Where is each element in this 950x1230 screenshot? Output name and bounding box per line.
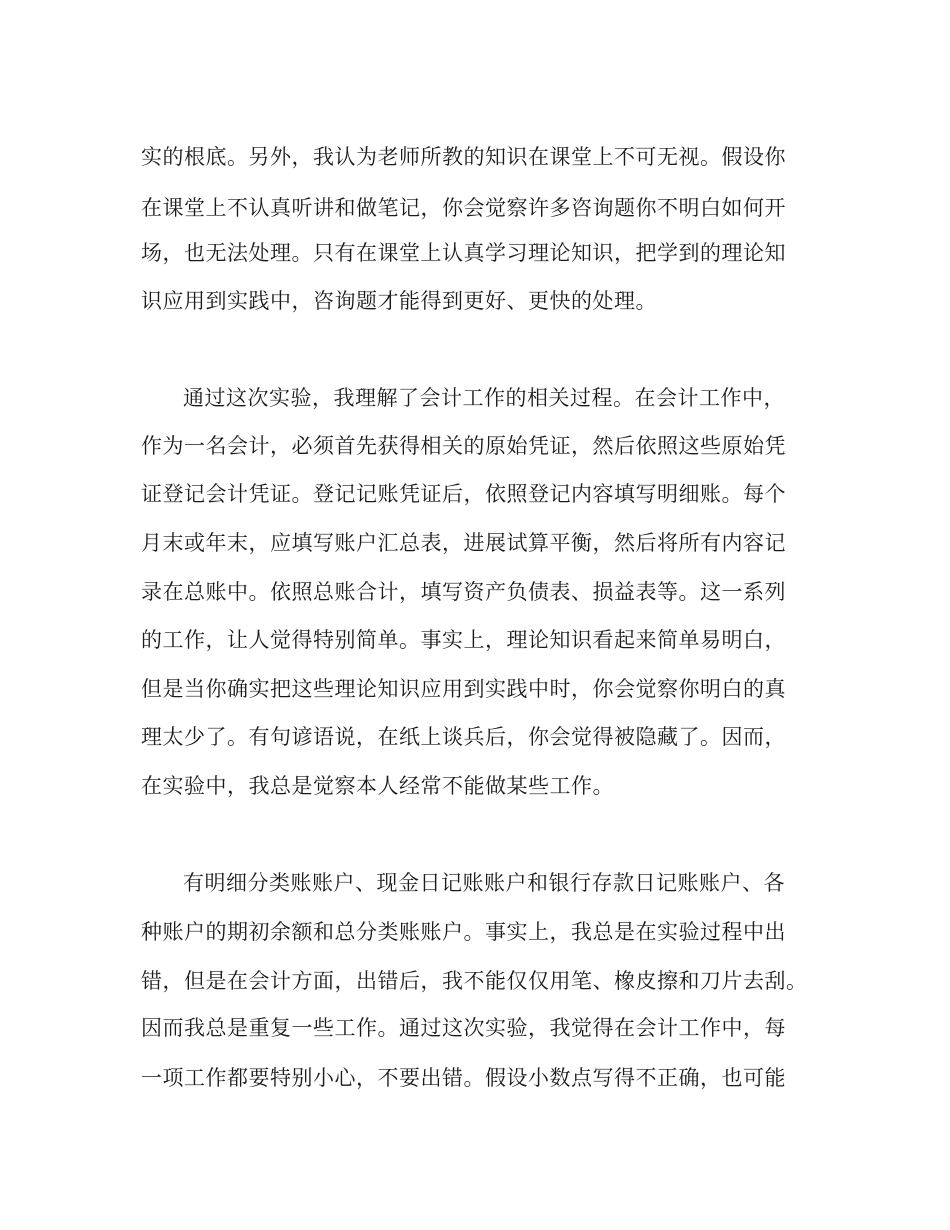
paragraph-2-line-2: 作为一名会计，必须首先获得相关的原始凭证，然后依照这些原始凭 (141, 434, 786, 458)
paragraph-2-line-5: 录在总账中。依照总账合计，填写资产负债表、损益表等。这一系列 (141, 580, 786, 604)
paragraph-2-line-6: 的工作，让人觉得特别简单。事实上，理论知识看起来简单易明白， (141, 628, 786, 652)
paragraph-1-line-3: 场，也无法处理。只有在课堂上认真学习理论知识，把学到的理论知 (141, 241, 786, 265)
paragraph-1-line-1: 实的根底。另外，我认为老师所教的知识在课堂上不可无视。假设你 (141, 145, 786, 169)
paragraph-2-line-3: 证登记会计凭证。登记记账凭证后，依照登记内容填写明细账。每个 (141, 482, 786, 506)
paragraph-2-line-9: 在实验中，我总是觉察本人经常不能做某些工作。 (141, 774, 614, 798)
paragraph-1-line-4: 识应用到实践中，咨询题才能得到更好、更快的处理。 (141, 289, 657, 313)
paragraph-3-line-5: 一项工作都要特别小心，不要出错。假设小数点写得不正确，也可能 (141, 1066, 786, 1090)
paragraph-2-line-4: 月末或年末，应填写账户汇总表，进展试算平衡，然后将所有内容记 (141, 531, 786, 555)
paragraph-2-line-7: 但是当你确实把这些理论知识应用到实践中时，你会觉察你明白的真 (141, 677, 786, 701)
paragraph-2-line-8: 理太少了。有句谚语说，在纸上谈兵后，你会觉得被隐藏了。因而， (141, 725, 786, 749)
paragraph-3-line-2: 种账户的期初余额和总分类账账户。事实上，我总是在实验过程中出 (141, 920, 786, 944)
paragraph-3-line-4: 因而我总是重复一些工作。通过这次实验，我觉得在会计工作中，每 (141, 1016, 786, 1040)
paragraph-3-line-1: 有明细分类账账户、现金日记账账户和银行存款日记账账户、各 (183, 871, 785, 895)
paragraph-2-line-1: 通过这次实验，我理解了会计工作的相关过程。在会计工作中， (183, 386, 785, 410)
paragraph-1-line-2: 在课堂上不认真听讲和做笔记，你会觉察许多咨询题你不明白如何开 (141, 196, 786, 220)
paragraph-3-line-3: 错，但是在会计方面，出错后，我不能仅仅用笔、橡皮擦和刀片去刮。 (141, 969, 808, 993)
